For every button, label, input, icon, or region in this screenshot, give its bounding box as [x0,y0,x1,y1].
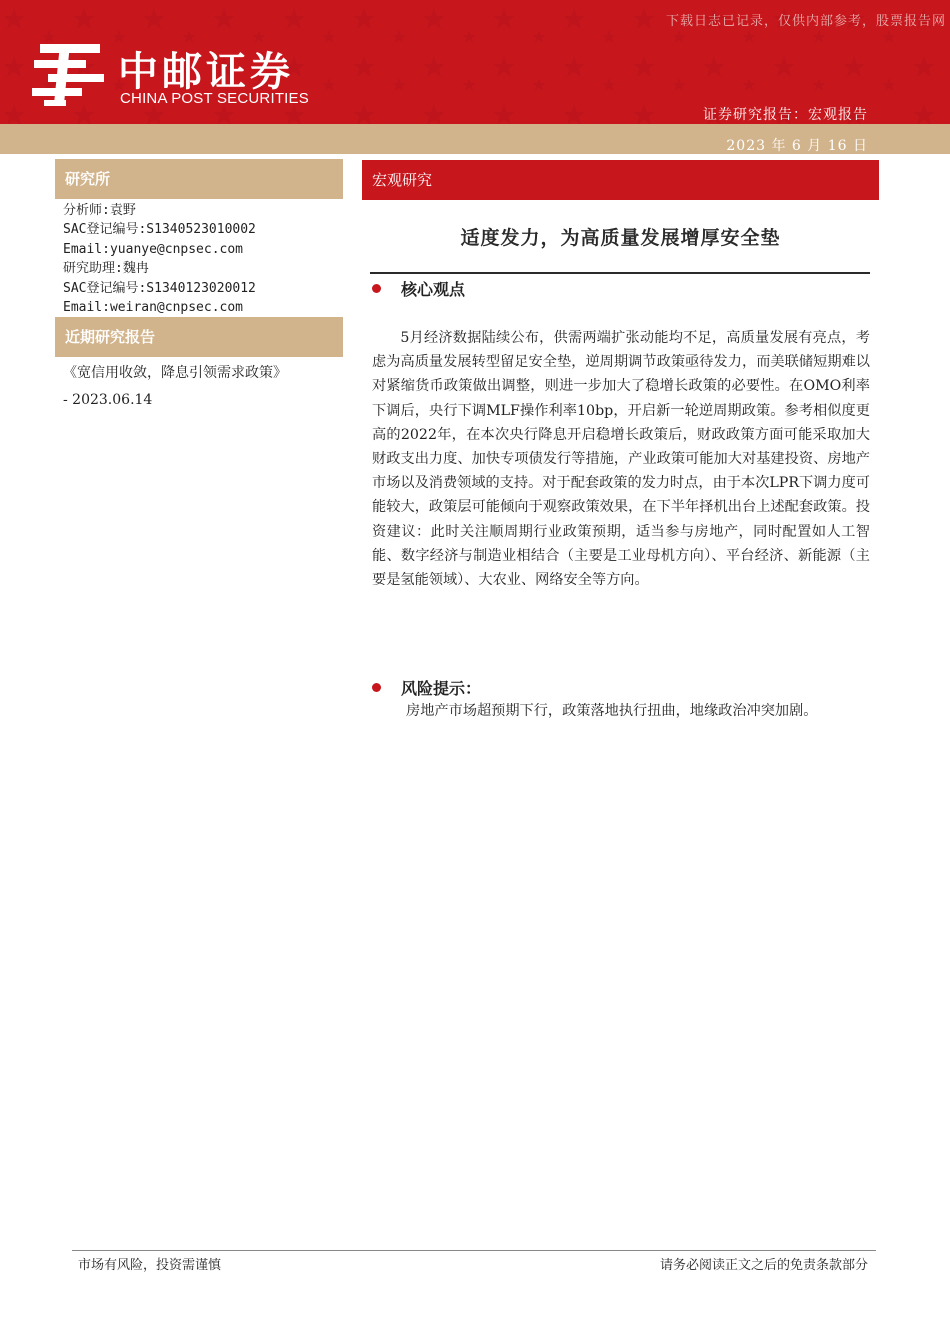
bullet-icon [372,284,381,293]
analyst-line: 分析师:袁野 [63,203,136,218]
footer-disclaimer-right: 请务必阅读正文之后的免责条款部分 [659,1258,868,1273]
header-banner [0,0,950,124]
title-divider [370,272,870,274]
analyst-line: SAC登记编号:S1340123020012 [63,280,256,296]
recent-reports-header: 近期研究报告 [55,317,343,357]
risk-paragraph: 房地产市场超预期下行，政策落地执行扭曲，地缘政治冲突加剧。 [406,703,818,719]
footer-disclaimer-left: 市场有风险，投资需谨慎 [78,1258,222,1273]
brand-name-cn: 中邮证券 [118,49,294,95]
report-type: 证券研究报告：宏观报告 [703,107,868,123]
footer-divider [72,1250,876,1251]
report-date: 2023 年 6 月 16 日 [726,138,868,154]
core-heading [372,277,465,300]
analyst-line: 研究助理:魏冉 [63,261,149,277]
analyst-info [63,201,256,317]
watermark-text: 下载日志已记录，仅供内部参考，股票报告网 [665,14,946,29]
risk-heading-text: 风险提示： [401,679,482,698]
institute-header: 研究所 [55,159,343,199]
core-heading-text: 核心观点 [401,280,466,299]
report-title: 适度发力，为高质量发展增厚安全垫 [460,227,781,249]
analyst-email[interactable]: Email:yuanye@cnpsec.com [63,241,244,257]
section-label: 宏观研究 [362,160,879,200]
risk-heading [372,676,481,699]
bullet-icon [372,683,381,692]
recent-report-title[interactable]: 《宽信用收敛，降息引领需求政策》 [63,365,287,381]
analyst-email[interactable]: Email:weiran@cnpsec.com [63,300,244,316]
recent-report-date: - 2023.06.14 [63,392,153,408]
recent-report-item[interactable] [63,360,287,414]
analyst-line: SAC登记编号:S1340523010002 [63,222,256,238]
brand-name-en: CHINA POST SECURITIES [120,90,309,107]
core-paragraph: 5月经济数据陆续公布，供需两端扩张动能均不足，高质量发展有亮点，考虑为高质量发展转型留足安全垫，逆周期调节政策亟待发力，而美联储短期难以对紧缩货币政策做出调整，则进一步加大了稳增长政策的必要性。在OMO利率下调后，央行下调MLF操作利率10bp，开启新一轮逆周期政策。参考相似度更高的2022年，在本次央行降息开启稳增长政策后，财政政策方面可能采取加大财政支出力度、加快专项债发行等措施，产业政策可能加大对基建投资、房地产市场以及消费领域的支持。对于配套政策的发力时点，由于本次LPR下调力度可能较大，政策层可能倾向于观察政策效果，在下半年择机出台上述配套政策。投资建议：此时关注顺周期行业政策预期，适当参与房地产，同时配置如人工智能、数字经济与制造业相结合（主要是工业母机方向）、平台经济、新能源（主要是氢能领域）、大农业、网络安全等方向。 [372,330,870,589]
china-post-logo-icon [30,38,108,110]
